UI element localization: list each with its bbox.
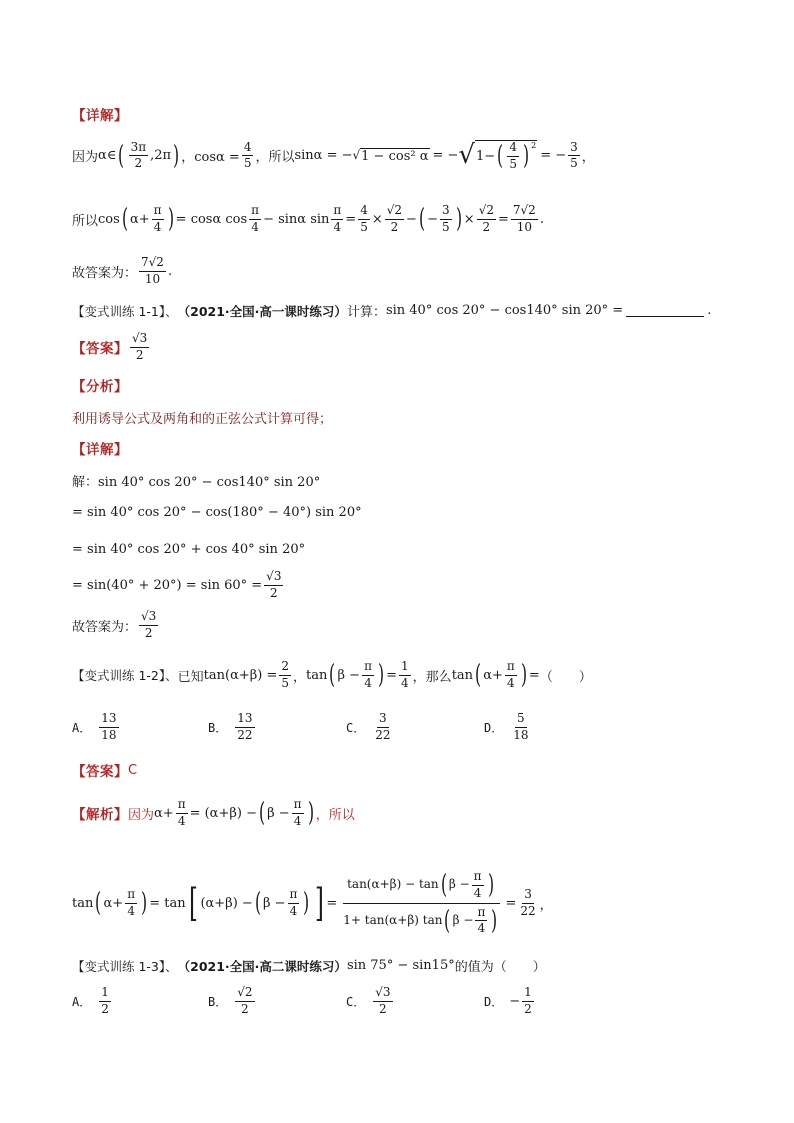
option-label: C． bbox=[346, 994, 366, 1009]
fraction bbox=[568, 141, 580, 172]
num: √3 bbox=[373, 986, 392, 1002]
den: 5 bbox=[570, 156, 578, 171]
question-title: 【变式训练 1-1】、 bbox=[72, 303, 178, 319]
answer-value: C bbox=[128, 762, 138, 778]
num: π bbox=[475, 906, 487, 922]
fraction bbox=[511, 712, 530, 743]
fraction bbox=[99, 712, 118, 743]
den: 5 bbox=[442, 219, 450, 234]
math: 1− bbox=[476, 148, 496, 164]
tag-analysis: 【分析】 bbox=[72, 379, 128, 395]
text: 因为 bbox=[72, 150, 99, 166]
math: − sinα sin bbox=[263, 211, 330, 227]
math: ， bbox=[581, 150, 595, 166]
math: α+ bbox=[154, 805, 174, 821]
math: = bbox=[386, 667, 398, 683]
num: 3 bbox=[440, 204, 452, 220]
den: 2 bbox=[482, 219, 491, 234]
fraction bbox=[477, 204, 496, 235]
step-1 bbox=[72, 471, 734, 490]
math: tan bbox=[72, 895, 94, 911]
option-a-1-2[interactable] bbox=[72, 712, 121, 743]
num: 4 bbox=[507, 141, 519, 157]
fraction bbox=[440, 204, 452, 235]
den: 2 bbox=[390, 219, 399, 234]
text: 故答案为： bbox=[72, 619, 138, 635]
den: 4 bbox=[127, 903, 135, 918]
tag-detail: 【详解】 bbox=[72, 442, 128, 458]
fraction bbox=[373, 986, 392, 1017]
fraction bbox=[399, 660, 411, 691]
answer-line-1-2 bbox=[72, 760, 734, 780]
math: tan(α+β) − tan bbox=[347, 877, 439, 892]
option-label: D． bbox=[484, 994, 504, 1009]
tag-answer: 【答案】 bbox=[72, 341, 128, 358]
fraction bbox=[139, 256, 166, 287]
tag-answer: 【答案】 bbox=[72, 764, 128, 780]
option-label: B． bbox=[208, 994, 228, 1009]
num: π bbox=[176, 798, 188, 814]
num: 7√2 bbox=[139, 256, 166, 272]
text: （ ） bbox=[539, 669, 592, 685]
text: ， bbox=[293, 669, 307, 685]
num: 1 bbox=[522, 986, 534, 1002]
fraction bbox=[331, 204, 343, 235]
num: 1 bbox=[99, 986, 111, 1002]
den: 4 bbox=[333, 219, 342, 234]
num: √3 bbox=[130, 332, 149, 348]
fraction bbox=[235, 986, 254, 1017]
math: ，cosα = bbox=[181, 150, 240, 166]
math: = − bbox=[540, 148, 567, 164]
num: 2 bbox=[279, 660, 291, 676]
den: 2 bbox=[101, 1001, 109, 1016]
fraction bbox=[139, 610, 158, 641]
fraction bbox=[472, 870, 484, 901]
num: 3 bbox=[377, 712, 389, 728]
option-d-1-3[interactable] bbox=[484, 986, 536, 1017]
num: 4 bbox=[242, 141, 254, 157]
den: 4 bbox=[153, 219, 162, 234]
fraction bbox=[99, 986, 111, 1017]
num: 13 bbox=[99, 712, 118, 728]
text: ，那么 bbox=[412, 669, 452, 685]
num: π bbox=[152, 204, 164, 220]
option-label: B． bbox=[208, 720, 228, 735]
fraction bbox=[511, 204, 538, 235]
option-c-1-3[interactable] bbox=[346, 986, 395, 1017]
fraction bbox=[235, 712, 254, 743]
den: 4 bbox=[289, 903, 298, 918]
num: 3 bbox=[568, 141, 580, 157]
math: = bbox=[345, 211, 357, 227]
math: = bbox=[326, 895, 338, 911]
fraction bbox=[129, 141, 149, 172]
option-d-1-2[interactable] bbox=[484, 712, 533, 743]
num: π bbox=[249, 204, 261, 220]
math: . bbox=[167, 263, 173, 279]
den: 2 bbox=[524, 1001, 532, 1016]
option-label: A． bbox=[72, 720, 92, 735]
math: cos bbox=[98, 211, 120, 227]
fraction bbox=[279, 660, 291, 691]
big-tan-expression: tan ( α+ $\frac{\pi}{4}$ ) = tan [ (α+β) − ( β − $\frac{\pi}{4}$ ) ] = tan(α+β) − tan ( β − $\frac{\pi}{4}$ ) 1+ tan(α+β) tan ( β − $\frac{\pi}{4}$ ) = $\frac{3}{22}$ ， bbox=[72, 869, 553, 936]
sqrt: √ 1 − cos² α bbox=[352, 147, 429, 164]
question-title: 【变式训练 1-3】、 bbox=[72, 958, 178, 974]
option-a-1-3[interactable] bbox=[72, 986, 113, 1017]
math: . bbox=[707, 303, 712, 318]
fraction bbox=[176, 798, 188, 829]
den: 2 bbox=[134, 156, 143, 171]
option-label: C． bbox=[346, 720, 366, 735]
math: β − bbox=[262, 895, 286, 911]
option-label: D． bbox=[484, 720, 504, 735]
final-answer-line-1 bbox=[72, 256, 734, 287]
fraction bbox=[242, 141, 254, 172]
den: 2 bbox=[379, 1001, 387, 1016]
den: 18 bbox=[101, 727, 117, 742]
den: 22 bbox=[375, 727, 391, 742]
math: = cosα cos bbox=[175, 211, 248, 227]
den: 10 bbox=[516, 219, 532, 234]
math: ,2π bbox=[150, 148, 172, 164]
fraction bbox=[522, 986, 534, 1017]
den: 4 bbox=[364, 675, 372, 690]
num: 4 bbox=[358, 204, 370, 220]
solution-line-cos: 所以 cos ( α+ $\frac{\pi}{4}$ ) = cosα cos $\frac{\pi}{4}$ − sinα sin $\frac{\pi}{4}$ = $\frac{4}{5}$ × $\frac{√2}{2}$ − ( − $\frac{3}{5}$ ) × $\frac{√2}{2}$ = $\frac{7√2}{10}$ . bbox=[72, 203, 544, 235]
math: sinα = − bbox=[294, 148, 353, 164]
math: = sin 40° cos 20° − cos(180° − 40°) sin 20° bbox=[72, 505, 362, 520]
text: 已知 bbox=[177, 669, 204, 685]
sqrt: √ 1− ( $\frac{4}{5}$ ) $^2$ bbox=[458, 140, 537, 172]
fraction bbox=[292, 798, 304, 829]
den: 5 bbox=[360, 219, 368, 234]
fraction bbox=[385, 204, 404, 235]
den: 4 bbox=[477, 921, 486, 936]
math: = bbox=[528, 667, 540, 683]
option-b-1-3[interactable] bbox=[208, 986, 257, 1017]
math: sin 75° − sin15° bbox=[346, 958, 455, 973]
question-1-3 bbox=[72, 956, 734, 975]
fraction bbox=[362, 660, 374, 691]
math: (α+β) − bbox=[200, 895, 253, 911]
detail-heading-2 bbox=[72, 438, 734, 458]
analysis-text bbox=[72, 408, 734, 427]
den: 5 bbox=[281, 675, 289, 690]
num: √2 bbox=[235, 986, 254, 1002]
math: = tan bbox=[149, 895, 186, 911]
math: 解：sin 40° cos 20° − cos140° sin 20° bbox=[72, 475, 321, 490]
math: β − bbox=[267, 805, 290, 821]
math: − bbox=[509, 993, 521, 1009]
option-label: A． bbox=[72, 994, 92, 1009]
step-3 bbox=[72, 542, 734, 557]
math: ， bbox=[539, 897, 553, 913]
den: 4 bbox=[507, 675, 515, 690]
paren-left: ( bbox=[118, 140, 125, 171]
den: 22 bbox=[520, 903, 536, 918]
math: tan(α+β) = bbox=[203, 667, 278, 683]
den: 4 bbox=[401, 675, 409, 690]
answer-blank bbox=[626, 304, 704, 317]
math: − bbox=[406, 211, 417, 227]
math: × bbox=[463, 211, 475, 227]
math: β − bbox=[448, 877, 470, 892]
num: 7√2 bbox=[511, 204, 538, 220]
num: π bbox=[362, 660, 374, 676]
fraction bbox=[358, 204, 370, 235]
num: 5 bbox=[515, 712, 527, 728]
option-c-1-2[interactable] bbox=[346, 712, 395, 743]
question-source: （2021·全国·高一课时练习） bbox=[177, 303, 347, 319]
den: 2 bbox=[144, 625, 153, 640]
big-fraction: tan(α+β) − tan ( β − $\frac{\pi}{4}$ ) 1+ tan(α+β) tan ( β − $\frac{\pi}{4}$ ) bbox=[339, 870, 503, 936]
math: = sin(40° + 20°) = sin 60° = bbox=[72, 577, 263, 593]
math: − bbox=[427, 211, 438, 227]
tag-solution: 【解析】 bbox=[72, 807, 128, 824]
fraction bbox=[264, 570, 283, 601]
math: α+ bbox=[103, 895, 124, 911]
math: β − bbox=[337, 667, 361, 683]
den: 4 bbox=[251, 219, 259, 234]
num: √2 bbox=[477, 204, 496, 220]
exponent: 2 bbox=[531, 141, 537, 150]
den: 4 bbox=[293, 813, 302, 828]
tag-detail: 【详解】 bbox=[72, 108, 128, 124]
detail-heading-1 bbox=[72, 104, 734, 124]
math: = (α+β) − bbox=[189, 805, 257, 821]
question-title: 【变式训练 1-2】、 bbox=[72, 668, 178, 684]
math: tan bbox=[306, 667, 328, 683]
math: β − bbox=[452, 912, 474, 927]
text: 所以 bbox=[72, 213, 99, 229]
num: π bbox=[292, 798, 304, 814]
num: π bbox=[505, 660, 517, 676]
fraction bbox=[505, 660, 517, 691]
solution-line-1-2: 【解析】 因为 α+ $\frac{\pi}{4}$ = (α+β) − ( β − $\frac{\pi}{4}$ ) ，所以 bbox=[72, 797, 355, 829]
den: 10 bbox=[144, 271, 161, 286]
radicand: 1 − cos² α bbox=[361, 148, 429, 164]
question-1-2: 【变式训练 1-2】、 已知 tan(α+β) = $\frac{2}{5}$ ， tan ( β − $\frac{\pi}{4}$ ) = $\frac{1}{4}$ ，那么 tan ( α+ $\frac{\pi}{4}$ ) = （ ） bbox=[72, 659, 592, 691]
fraction bbox=[152, 204, 164, 235]
den: 2 bbox=[135, 347, 144, 362]
num: π bbox=[125, 888, 137, 904]
den: 5 bbox=[509, 156, 517, 171]
paren-right: ) bbox=[173, 140, 180, 171]
num: 1 bbox=[399, 660, 411, 676]
answer-line-1-1 bbox=[72, 332, 734, 363]
math: tan bbox=[451, 667, 474, 683]
math: sin 40° cos 20° − cos140° sin 20° = bbox=[385, 303, 624, 318]
fraction bbox=[125, 888, 137, 919]
step-4 bbox=[72, 570, 734, 601]
den: 18 bbox=[513, 727, 529, 742]
num: π bbox=[288, 888, 300, 904]
math: . bbox=[539, 211, 544, 227]
den: 4 bbox=[177, 813, 186, 828]
final-answer-line-2 bbox=[72, 610, 734, 641]
math: = bbox=[505, 895, 517, 911]
math: α+ bbox=[129, 211, 150, 227]
step-2 bbox=[72, 505, 734, 520]
den: 4 bbox=[473, 885, 482, 900]
fraction bbox=[288, 888, 300, 919]
fraction bbox=[507, 141, 519, 172]
den: 2 bbox=[241, 1001, 249, 1016]
text: 的值为（ ） bbox=[454, 960, 546, 975]
text: 计算： bbox=[346, 305, 386, 320]
text: ，所以 bbox=[255, 150, 295, 166]
math: = − bbox=[432, 148, 459, 164]
num: π bbox=[472, 870, 484, 886]
math: = bbox=[497, 211, 509, 227]
fraction bbox=[475, 906, 487, 937]
math: α+ bbox=[483, 667, 503, 683]
option-b-1-2[interactable] bbox=[208, 712, 257, 743]
solution-line-sin bbox=[72, 140, 734, 172]
text: 利用诱导公式及两角和的正弦公式计算可得； bbox=[72, 412, 333, 427]
num: 13 bbox=[235, 712, 254, 728]
num: 3π bbox=[129, 141, 149, 157]
den: 2 bbox=[269, 585, 278, 600]
num: √3 bbox=[264, 570, 283, 586]
num: √2 bbox=[385, 204, 404, 220]
den: 22 bbox=[237, 727, 253, 742]
fraction bbox=[373, 712, 392, 743]
num: √3 bbox=[139, 610, 158, 626]
text: 故答案为： bbox=[72, 265, 138, 281]
fraction bbox=[249, 204, 261, 235]
math: × bbox=[371, 211, 383, 227]
math: = sin 40° cos 20° + cos 40° sin 20° bbox=[72, 542, 306, 557]
fraction bbox=[130, 332, 149, 363]
text: 因为 bbox=[128, 807, 155, 823]
question-source: （2021·全国·高二课时练习） bbox=[177, 958, 347, 974]
text: ，所以 bbox=[315, 807, 355, 823]
num: 3 bbox=[522, 888, 534, 904]
den: 5 bbox=[243, 156, 252, 171]
question-1-1 bbox=[72, 301, 734, 320]
num: π bbox=[331, 204, 343, 220]
math: α∈ bbox=[98, 148, 117, 164]
math: 1+ tan(α+β) tan bbox=[343, 912, 443, 927]
analysis-heading bbox=[72, 375, 734, 395]
fraction bbox=[518, 888, 537, 919]
